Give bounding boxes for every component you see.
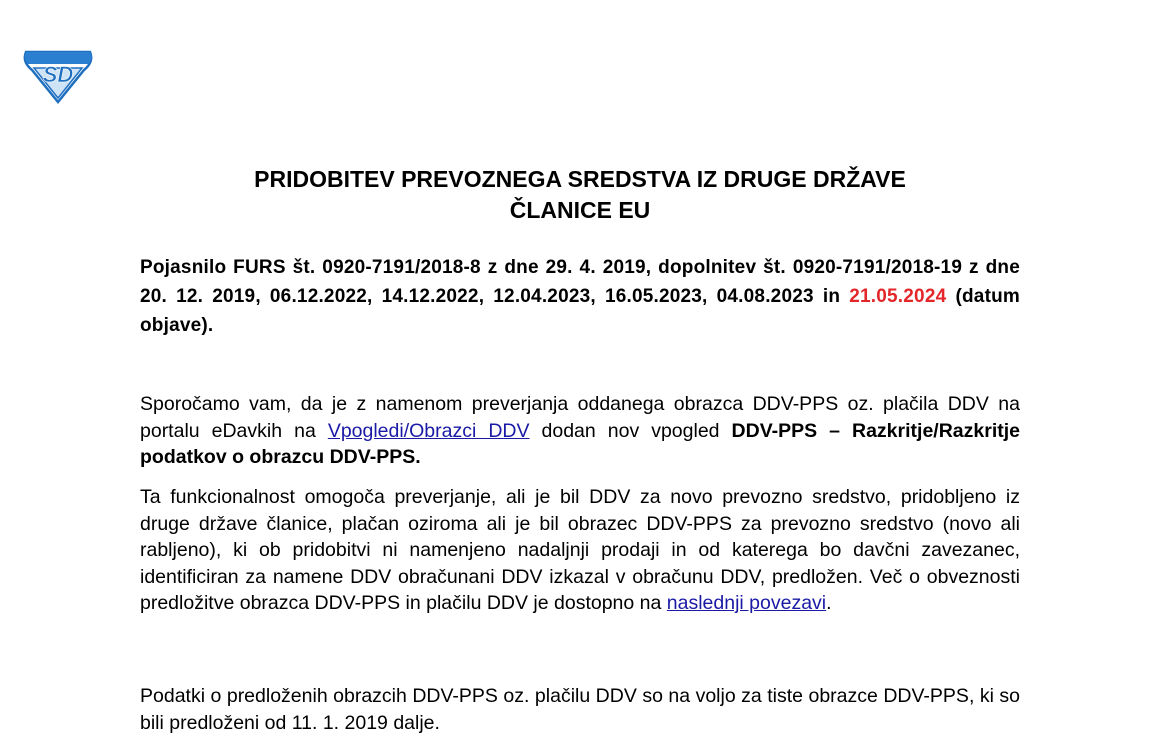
para1-middle: dodan nov vpogled (529, 419, 732, 442)
shield-sd-logo-icon (20, 48, 96, 104)
logo-text: SD (42, 62, 74, 87)
company-logo (20, 48, 96, 104)
paragraph-edavki-view (140, 391, 1020, 471)
intro-suffix: (datum objave). (140, 286, 1020, 336)
highlight-date: 21.05.2024 (849, 286, 947, 307)
para2-text: Ta funkcionalnost omogoča preverjanje, ali je bil DDV za novo prevozno sredstvo, pridobljeno iz druge države članice, plačan oziroma ali je bil obrazec DDV-PPS za prevozno sredstvo (novo ali rabljeno), ki ob pridobitvi ni namenjeno nadaljnji prodaji in od katerega bo davčni zavezanec, identificiran za namene DDV obračunani DDV izkazal v obračunu DDV, predložen. Več o obveznosti predložitve obrazca DDV-PPS in plačilu DDV je dostopno na (140, 486, 1020, 614)
intro-text: Pojasnilo FURS št. 0920-7191/2018-8 z dne 29. 4. 2019, dopolnitev št. 0920-7191/2018-19 z dne 20. 12. 2019, 06.12.2022, 14.12.2022, 12.04.2023, 16.05.2023, 04.08.2023 in (140, 257, 1020, 307)
vpogledi-obrazci-ddv-link[interactable]: Vpogledi/Obrazci DDV (327, 419, 530, 442)
paragraph-functionality (140, 484, 1020, 617)
page-title (140, 164, 1020, 226)
naslednji-povezavi-link[interactable]: naslednji povezavi (666, 592, 827, 614)
title-line-1: PRIDOBITEV PREVOZNEGA SREDSTVA IZ DRUGE DRŽAVE (254, 166, 906, 192)
para3-text: Podatki o predloženih obrazcih DDV-PPS oz. plačilu DDV so na voljo za tiste obrazce DDV-PPS, ki so bili predloženi od 11. 1. 2019 dalje. (140, 685, 1020, 734)
para1-bold: DDV-PPS – Razkritje/Razkritje podatkov o obrazcu DDV-PPS. (140, 419, 1020, 468)
paragraph-data-availability (140, 683, 1020, 736)
intro-paragraph (140, 253, 1020, 340)
title-line-2: ČLANICE EU (509, 197, 651, 223)
para1-text: Sporočamo vam, da je z namenom preverjanja oddanega obrazca DDV-PPS oz. plačila DDV na portalu eDavkih na (140, 393, 1020, 442)
para2-after: . (826, 592, 832, 614)
